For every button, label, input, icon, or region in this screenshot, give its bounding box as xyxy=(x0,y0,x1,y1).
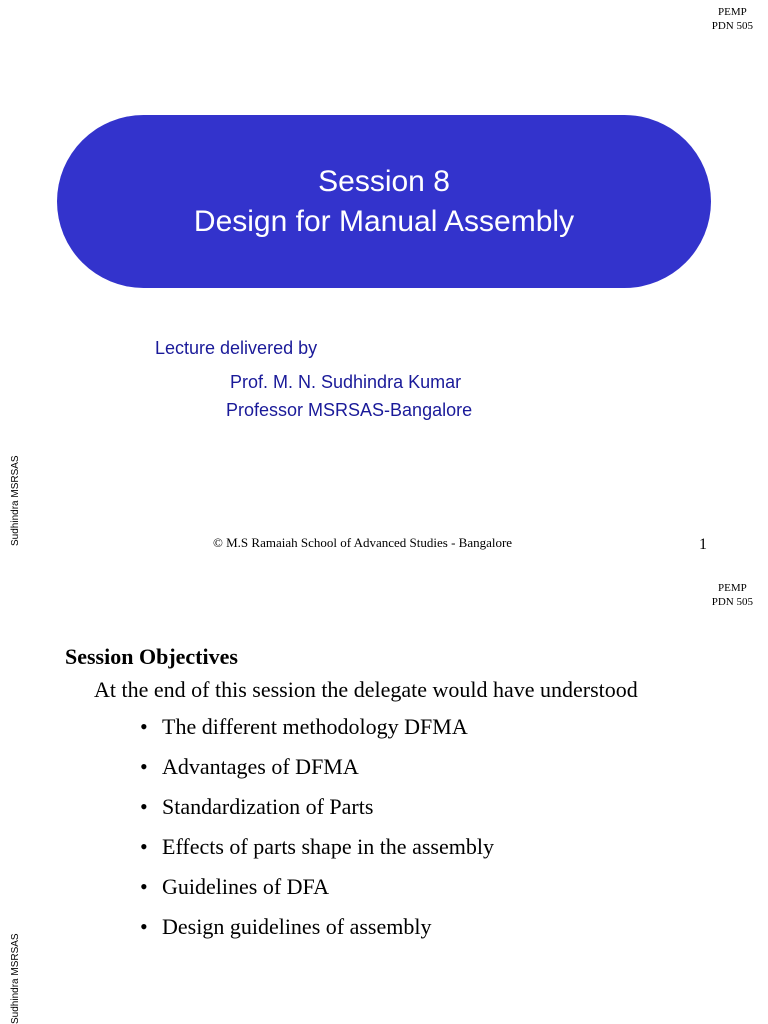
bullet-icon: • xyxy=(140,754,148,779)
lecture-label: Lecture delivered by xyxy=(155,338,318,358)
bullet-icon: • xyxy=(140,794,148,819)
header-course-code: PDN 505 xyxy=(711,596,753,608)
slide-2 xyxy=(0,576,768,1024)
objectives-intro: At the end of this session the delegate would have understood xyxy=(94,677,638,702)
header-course-code: PDN 505 xyxy=(711,20,753,32)
session-topic: Design for Manual Assembly xyxy=(193,204,575,238)
bullet-icon: • xyxy=(140,874,148,899)
copyright-footer: © M.S Ramaiah School of Advanced Studies - Bangalore xyxy=(213,535,513,550)
session-number: Session 8 xyxy=(318,164,450,198)
presenter-name: Prof. M. N. Sudhindra Kumar xyxy=(230,372,462,392)
list-item: • Guidelines of DFA xyxy=(140,874,330,899)
header-program: PEMP xyxy=(717,6,747,18)
presenter-title: Professor MSRSAS-Bangalore xyxy=(226,400,473,420)
course-header xyxy=(712,581,753,609)
page-number: 1 xyxy=(699,536,707,553)
list-item: • The different methodology DFMA xyxy=(140,714,468,739)
course-header xyxy=(712,5,753,33)
list-item: • Design guidelines of assembly xyxy=(140,914,432,939)
list-item: • Advantages of DFMA xyxy=(140,754,359,779)
list-item: • Effects of parts shape in the assembly xyxy=(140,834,494,859)
objectives-heading: Session Objectives xyxy=(65,644,238,669)
bullet-icon: • xyxy=(140,834,148,859)
objectives-list xyxy=(140,714,494,954)
side-watermark: Sudhindra MSRSAS xyxy=(10,455,21,546)
bullet-icon: • xyxy=(140,714,148,739)
bullet-icon: • xyxy=(140,914,148,939)
side-watermark: Sudhindra MSRSAS xyxy=(10,933,21,1024)
list-item: • Standardization of Parts xyxy=(140,794,374,819)
header-program: PEMP xyxy=(717,582,747,594)
session-title-banner xyxy=(57,115,711,288)
